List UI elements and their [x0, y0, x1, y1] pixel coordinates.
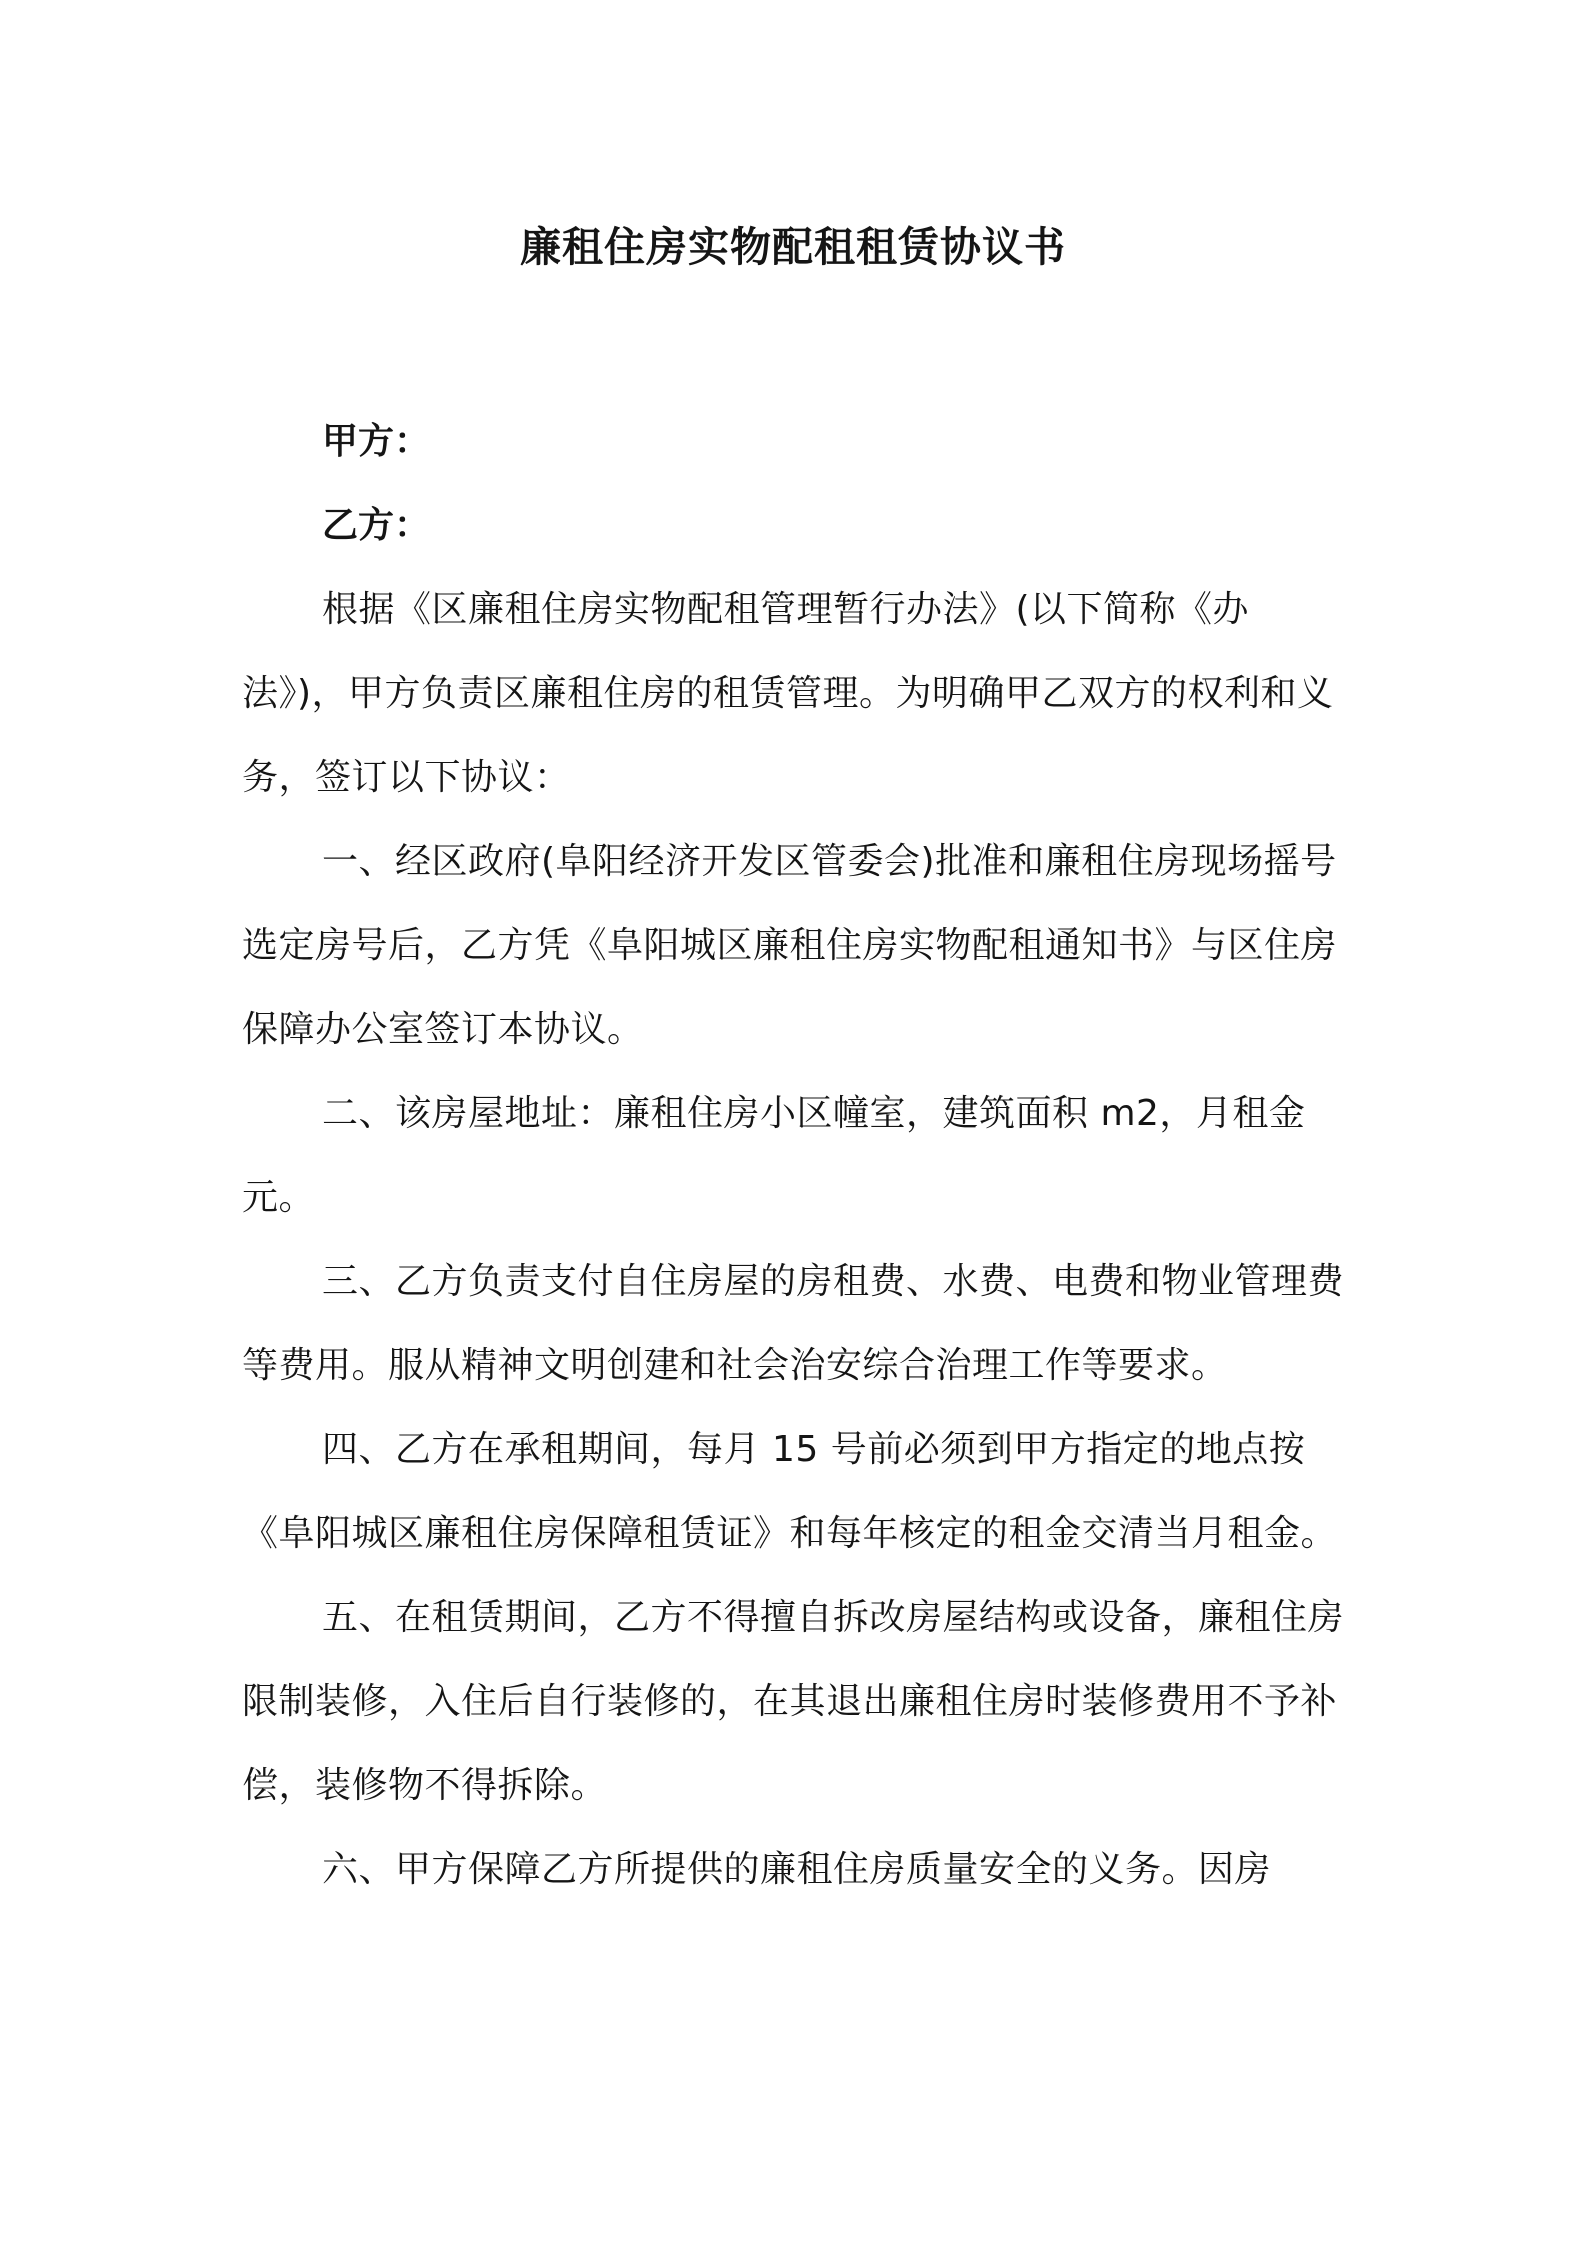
clause-4: 四、乙方在承租期间，每月 15 号前必须到甲方指定的地点按《阜阳城区廉租住房保障租赁证》和每年核定的租金交清当月租金。	[242, 1429, 1338, 1554]
clause-3: 三、乙方负责支付自住房屋的房租费、水费、电费和物业管理费等费用。服从精神文明创建和社会治安综合治理工作等要求。	[242, 1261, 1345, 1386]
party-a-label: 甲方：	[322, 421, 431, 462]
clause-2: 二、该房屋地址：廉租住房小区幢室，建筑面积 m2，月租金元。	[242, 1093, 1306, 1218]
intro-paragraph: 根据《区廉租住房实物配租管理暂行办法》(以下简称《办法》)，甲方负责区廉租住房的租赁管理。为明确甲乙双方的权利和义务，签订以下协议：	[242, 589, 1334, 798]
clause-5: 五、在租赁期间，乙方不得擅自拆改房屋结构或设备，廉租住房限制装修，入住后自行装修的，在其退出廉租住房时装修费用不予补偿，装修物不得拆除。	[242, 1597, 1345, 1806]
document-title: 廉租住房实物配租租赁协议书	[520, 223, 1066, 271]
clause-6: 六、甲方保障乙方所提供的廉租住房质量安全的义务。因房	[322, 1849, 1272, 1890]
clause-1: 一、经区政府(阜阳经济开发区管委会)批准和廉租住房现场摇号选定房号后，乙方凭《阜阳城区廉租住房实物配租通知书》与区住房保障办公室签订本协议。	[242, 841, 1338, 1050]
party-b-label: 乙方：	[322, 505, 431, 546]
document-body	[242, 400, 1354, 1912]
